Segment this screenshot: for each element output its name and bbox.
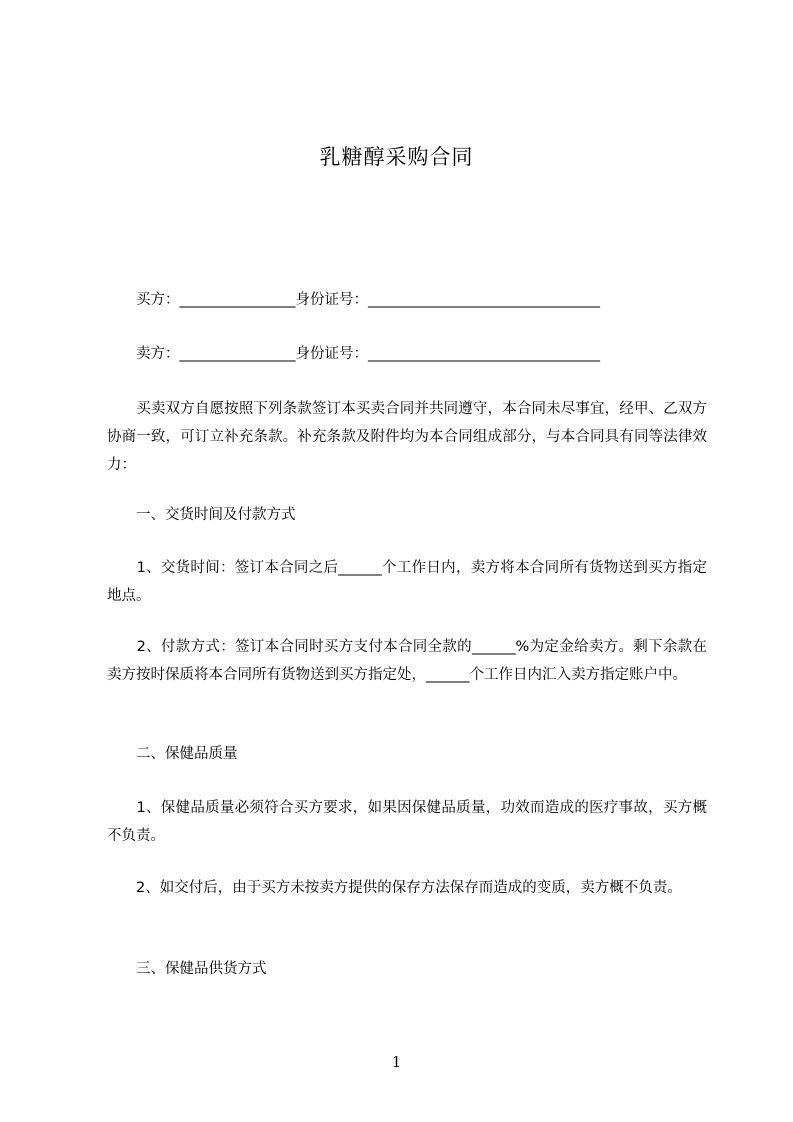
- section-2-item-1: 1、保健品质量必须符合买方要求，如果因保健品质量，功效而造成的医疗事故，买方概不负责。: [107, 800, 707, 844]
- seller-line: 卖方：________________身份证号：________________________________: [107, 346, 600, 362]
- section-2-heading: 二、保健品质量: [107, 746, 238, 762]
- section-1-item-2: 2、付款方式：签订本合同时买方支付本合同全款的______%为定金给卖方。剩下余款在卖方按时保质将本合同所有货物送到买方指定处，______个工作日内汇入卖方指定账户中。: [107, 639, 707, 683]
- section-1-item-1: 1、交货时间：签订本合同之后______个工作日内，卖方将本合同所有货物送到买方指定地点。: [107, 560, 707, 604]
- section-3-heading: 三、保健品供货方式: [107, 961, 267, 977]
- buyer-line: 买方：________________身份证号：________________________________: [107, 292, 600, 308]
- section-2-item-2: 2、如交付后，由于买方未按卖方提供的保存方法保存而造成的变质，卖方概不负责。: [107, 880, 682, 896]
- intro-paragraph: 买卖双方自愿按照下列条款签订本买卖合同并共同遵守，本合同未尽事宜，经甲、乙双方协商一致，可订立补充条款。补充条款及附件均为本合同组成部分，与本合同具有同等法律效力：: [107, 401, 707, 473]
- section-1-heading: 一、交货时间及付款方式: [107, 507, 296, 523]
- document-title: 乳糖醇采购合同: [319, 145, 474, 169]
- page-number: 1: [391, 1053, 402, 1071]
